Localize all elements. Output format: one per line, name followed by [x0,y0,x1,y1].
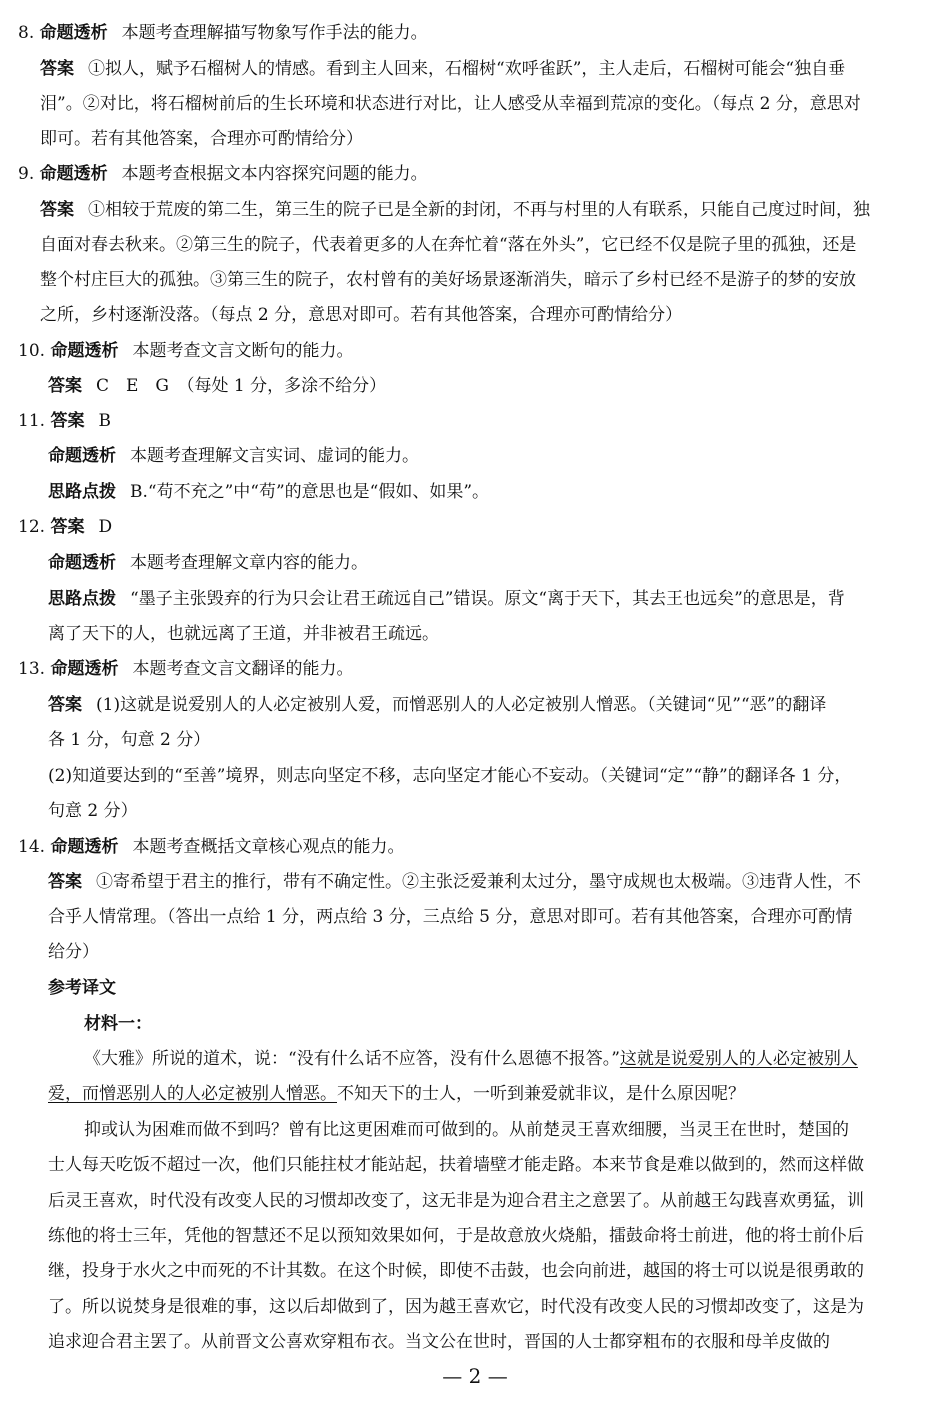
q9-answer-text: ①相较于荒废的第二生，第三生的院子已是全新的封闭，不再与村里的人有联系，只能自己度过时间，独 [88,200,870,220]
q12-number: 12. [18,517,46,537]
q12-analysis-label: 命题透析 [48,553,116,573]
q14-answer-line-1 [48,871,861,893]
q11-hint-label: 思路点拨 [48,482,116,502]
q14-analysis-label: 命题透析 [50,837,119,857]
translation-p1-line-1-underlined: 这就是说爱别人的人必定被别人 [619,1049,858,1069]
q8-number: 8. [18,23,35,43]
q9-number: 9. [18,164,35,184]
q14-analysis-text: 本题考查概括文章核心观点的能力。 [132,837,405,857]
q13-answer-line-3: (2)知道要达到的“至善”境界，则志向坚定不移，志向坚定才能心不妄动。（关键词“定”“静”的翻译各 1 分， [48,766,852,786]
q9-answer-label: 答案 [40,200,74,220]
q11-hint-line [48,481,489,503]
translation-p2-line-5: 继，投身于水火之中而死的不计其数。在这个时候，即使不击鼓，也会向前进，越国的将士可以说是很勇敢的 [48,1261,864,1281]
q8-analysis-label: 命题透析 [39,23,108,43]
q10-number: 10. [18,341,46,361]
q13-answer-line-2: 各 1 分，句意 2 分） [48,730,211,750]
q12-analysis-text: 本题考查理解文章内容的能力。 [130,553,368,573]
translation-p2-line-6: 了。所以说焚身是很难的事，这以后却做到了，因为越王喜欢它，时代没有改变人民的习惯却改变了，这是为 [48,1297,864,1317]
q11-number: 11. [18,411,46,431]
q13-answer-label: 答案 [48,695,82,715]
translation-p2-line-2: 士人每天吃饭不超过一次，他们只能拄杖才能站起，扶着墙壁才能走路。本来节食是难以做到的，然而这样做 [48,1155,864,1175]
q13-analysis-line [18,658,353,680]
q14-analysis-line [18,836,404,858]
q11-analysis-line [48,445,419,467]
translation-p2-line-3: 后灵王喜欢，时代没有改变人民的习惯却改变了，这无非是为迎合君主之意罢了。从前越王勾践喜欢勇猛，训 [48,1191,864,1211]
q9-answer-line-3: 整个村庄巨大的孤独。③第三生的院子，农村曾有的美好场景逐渐消失，暗示了乡村已经不是游子的梦的安放 [40,270,856,290]
q9-analysis-text: 本题考查根据文本内容探究问题的能力。 [121,164,428,184]
translation-p2-line-1: 抑或认为困难而做不到吗？曾有比这更困难而可做到的。从前楚灵王喜欢细腰，当灵王在世时，楚国的 [84,1120,849,1140]
q13-answer-text: (1)这就是说爱别人的人必定被别人爱，而憎恶别人的人必定被别人憎恶。（关键词“见”“恶”的翻译 [96,695,827,715]
translation-p2-line-7: 追求迎合君主罢了。从前晋文公喜欢穿粗布衣。当文公在世时，晋国的人士都穿粗布的衣服和母羊皮做的 [48,1332,830,1352]
q8-analysis-text: 本题考查理解描写物象写作手法的能力。 [121,23,428,43]
q8-answer-label: 答案 [40,59,74,79]
q11-hint-text: B.“苟不充之”中“苟”的意思也是“假如、如果”。 [130,482,490,502]
q8-answer-text: ①拟人，赋予石榴树人的情感。看到主人回来，石榴树“欢呼雀跃”，主人走后，石榴树可能会“独自垂 [88,59,846,79]
q14-answer-line-3: 给分） [48,942,99,962]
q12-answer-line [18,516,112,538]
q11-answer-label: 答案 [50,411,85,431]
q14-answer-label: 答案 [48,872,82,892]
page-number: — 2 — [442,1364,508,1388]
translation-p2-line-4: 练他的将士三年，凭他的智慧还不足以预知效果如何，于是故意放火烧船，擂鼓命将士前进，他的将士前仆后 [48,1226,864,1246]
q8-analysis-line [18,22,428,44]
q11-analysis-label: 命题透析 [48,446,116,466]
q14-answer-line-2: 合乎人情常理。（答出一点给 1 分，两点给 3 分，三点给 5 分，意思对即可。若有其他答案，合理亦可酌情 [48,907,853,927]
q10-answer-text: C E G （每处 1 分，多涂不给分） [96,376,387,396]
q8-answer-line-2: 泪”。②对比，将石榴树前后的生长环境和状态进行对比，让人感受从幸福到荒凉的变化。（每点 2 分，意思对 [40,94,861,114]
q12-answer-label: 答案 [50,517,85,537]
q13-answer-line-1 [48,694,826,716]
translation-p1-line-1 [84,1048,858,1070]
q9-analysis-line [18,163,428,185]
q14-answer-text: ①寄希望于君主的推行，带有不确定性。②主张泛爱兼利太过分，墨守成规也太极端。③违背人性，不 [96,872,861,892]
material-one-heading: 材料一： [84,1014,152,1034]
translation-p1-line-1-plain: 《大雅》所说的道术，说：“没有什么话不应答，没有什么恩德不报答。” [84,1049,620,1069]
q12-hint-line-1 [48,588,845,610]
q8-answer-line-3: 即可。若有其他答案，合理亦可酌情给分） [40,129,363,149]
q13-analysis-text: 本题考查文言文翻译的能力。 [132,659,354,679]
q9-analysis-label: 命题透析 [39,164,108,184]
translation-title: 参考译文 [48,978,116,998]
q9-answer-line-4: 之所，乡村逐渐没落。（每点 2 分，意思对即可。若有其他答案，合理亦可酌情给分） [40,305,683,325]
q12-analysis-line [48,552,368,574]
q11-analysis-text: 本题考查理解文言实词、虚词的能力。 [130,446,419,466]
translation-p1-line-2-underlined: 爱，而憎恶别人的人必定被别人憎恶。 [48,1084,337,1104]
q10-answer-line [48,375,386,397]
q13-number: 13. [18,659,46,679]
q13-answer-line-4: 句意 2 分） [48,801,138,821]
q10-analysis-label: 命题透析 [50,341,119,361]
q11-answer-line [18,410,111,432]
q10-analysis-text: 本题考查文言文断句的能力。 [132,341,354,361]
q9-answer-line-1 [40,199,870,221]
q10-answer-label: 答案 [48,376,82,396]
q10-analysis-line [18,340,353,362]
q13-analysis-label: 命题透析 [50,659,119,679]
q14-number: 14. [18,837,46,857]
q12-hint-line-2: 离了天下的人，也就远离了王道，并非被君王疏远。 [48,624,439,644]
translation-p1-line-2 [48,1083,745,1105]
q12-hint-label: 思路点拨 [48,589,116,609]
q12-hint-text: “墨子主张毁弃的行为只会让君王疏远自己”错误。原文“离于天下，其去王也远矣”的意思是，背 [130,589,845,609]
q12-answer-text: D [98,517,113,537]
q9-answer-line-2: 自面对春去秋来。②第三生的院子，代表着更多的人在奔忙着“落在外头”，它已经不仅是院子里的孤独，还是 [40,235,857,255]
translation-p1-line-2-plain: 不知天下的士人，一听到兼爱就非议，是什么原因呢？ [337,1084,745,1104]
q11-answer-text: B [98,411,111,431]
q8-answer-line-1 [40,58,845,80]
